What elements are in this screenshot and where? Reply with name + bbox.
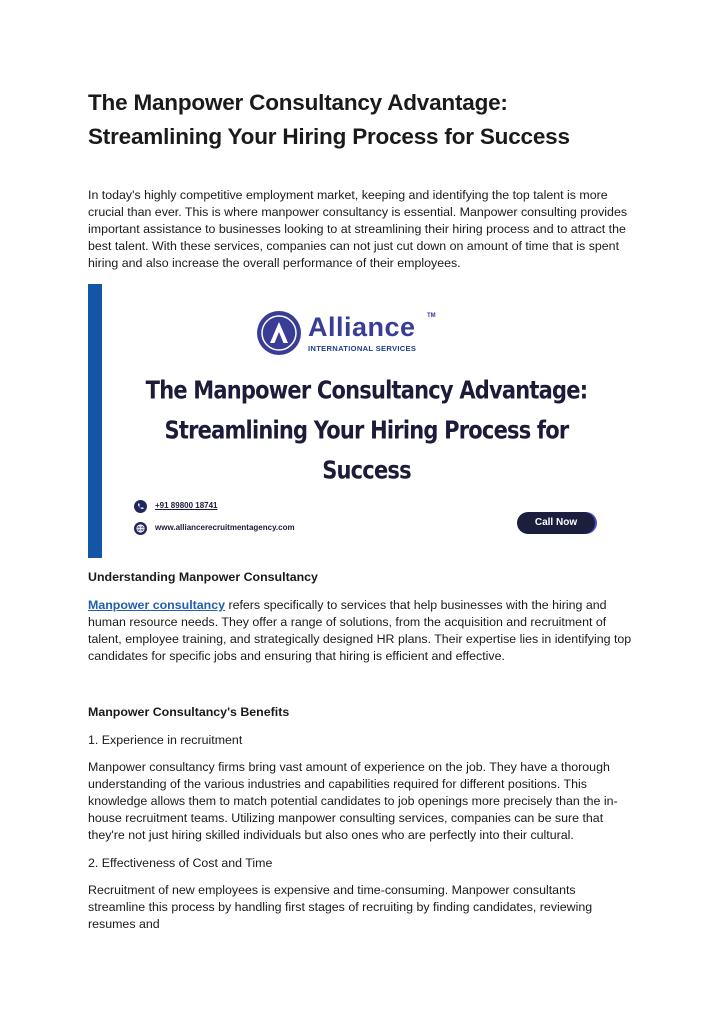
globe-icon [134,522,147,535]
page-title: The Manpower Consultancy Advantage: Streamlining Your Hiring Process for Success [88,90,570,149]
benefit-1-body: Manpower consultancy firms bring vast amount of experience on the job. They have a thorough understanding of the various industries and capabilities required for different positions. This knowledge allows them to match potential candidates to job openings more precisely than the in-house recruitment teams. Utilizing manpower consulting services, companies can be sure that they're not just hiring skilled individuals but also ones who are perfectly into their cultural. [88,760,618,842]
banner-title-line-1: The Manpower Consultancy Advantage: [145,375,588,405]
banner-title-line-2: Streamlining Your Hiring Process for Success [164,416,569,485]
benefit-1-title: 1. Experience in recruitment [88,733,243,747]
phone-number[interactable]: +91 89800 18741 [155,501,218,510]
intro-paragraph: In today's highly competitive employment market, keeping and identifying the top talent is more crucial than ever. This is where manpower consultancy is essential. Manpower consulting provides important assistance to businesses looking to at streamlining their hiring process and to attract the best talent. With these services, companies can not just cut down on amount of time that is spent hiring and also increase the overall performance of their employees. [88,188,628,270]
call-now-button[interactable]: Call Now [517,512,595,534]
banner-title [118,370,615,490]
banner-image [88,284,631,558]
understanding-body: refers specifically to services that help businesses with the hiring and human resource needs. They offer a range of solutions, from the acquisition and recruitment of talent, employee training, and strategically designed HR plans. Their expertise lies in identifying top candidates for specific jobs and ensuring that hiring is efficient and effective. [88,598,632,663]
benefits-heading: Manpower Consultancy's Benefits [88,705,290,719]
website-url[interactable]: www.alliancerecruitmentagency.com [155,523,295,532]
logo-trademark: TM [427,313,436,319]
benefit-2-title: 2. Effectiveness of Cost and Time [88,856,273,870]
banner-side-bar [88,284,102,558]
logo-wordmark: Alliance [308,312,416,342]
alliance-logo [256,308,436,360]
phone-icon [134,500,147,513]
manpower-consultancy-link[interactable]: Manpower consultancy [88,598,226,612]
understanding-paragraph [88,597,636,665]
alliance-logo-icon [256,310,302,356]
logo-subtitle: INTERNATIONAL SERVICES [308,344,417,353]
benefit-2-body: Recruitment of new employees is expensive and time-consuming. Manpower consultants streamline this process by handling first stages of recruiting by finding candidates, reviewing resumes and [88,883,593,931]
understanding-heading: Understanding Manpower Consultancy [88,570,318,584]
